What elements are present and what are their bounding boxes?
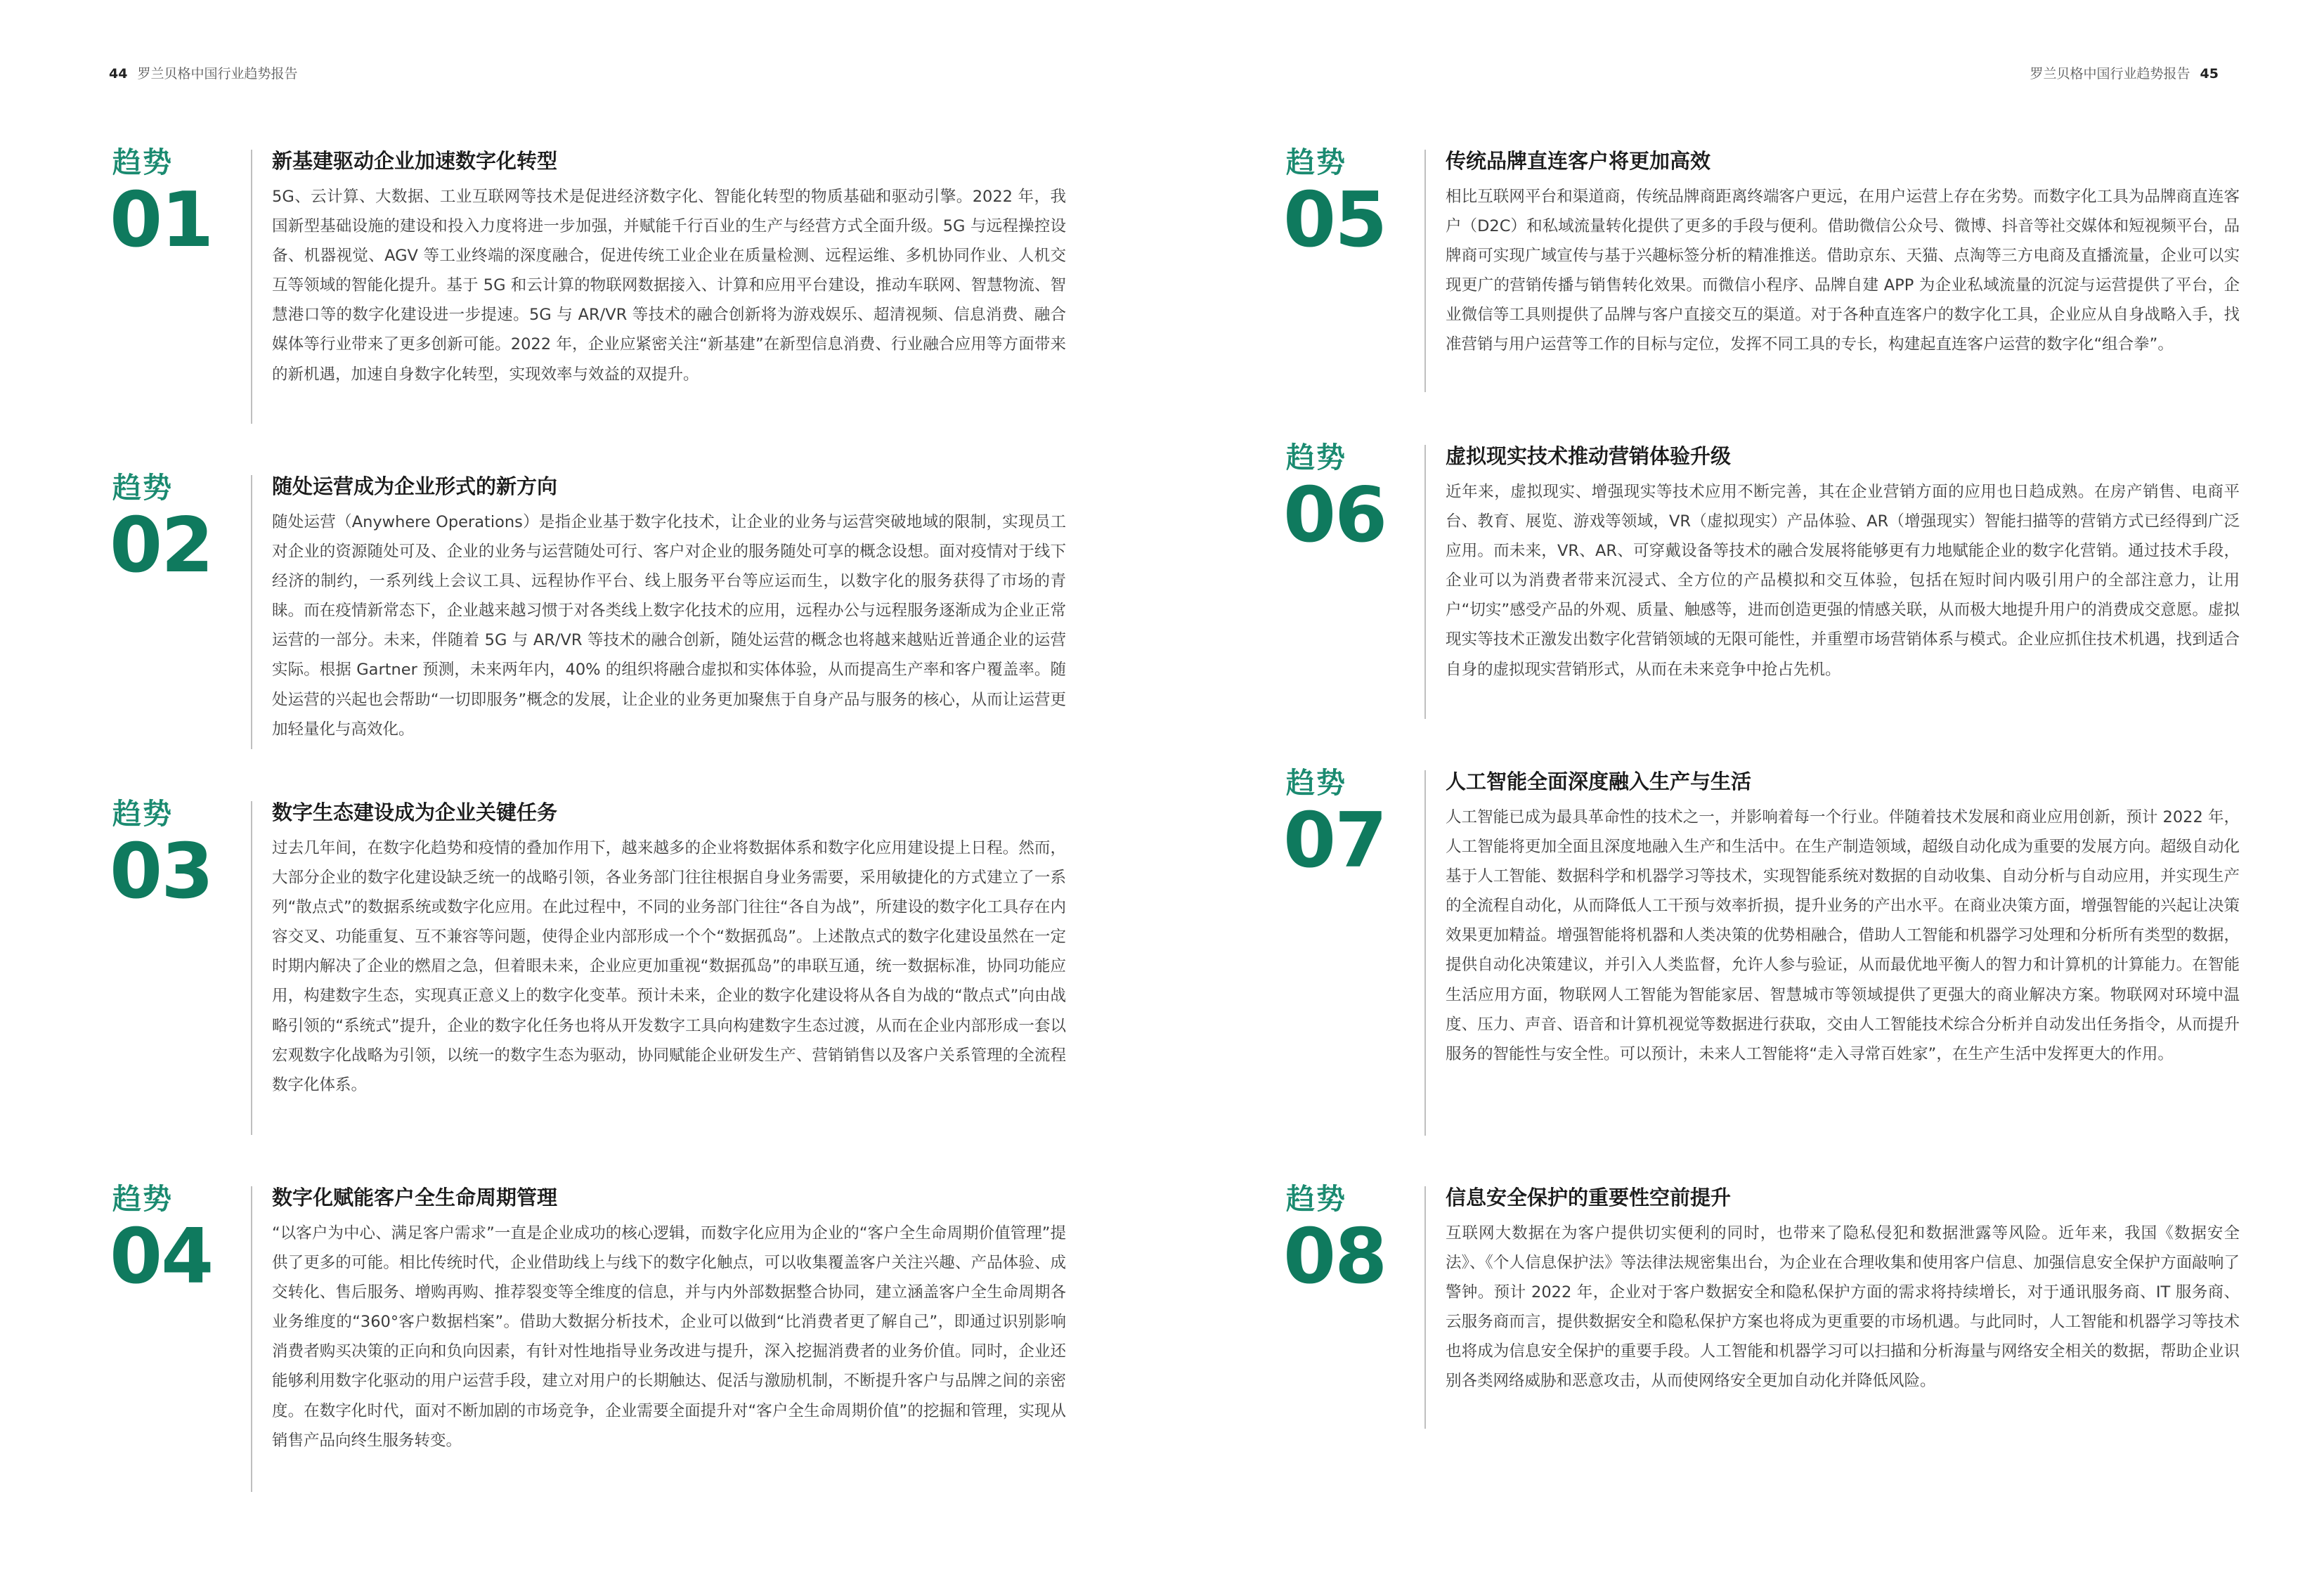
report-title: 罗兰贝格中国行业趋势报告 (137, 66, 298, 82)
page-number: 44 (109, 66, 128, 82)
trend-label (110, 1181, 253, 1301)
trend-word: 趋势 (112, 1182, 173, 1216)
trend-title: 信息安全保护的重要性空前提升 (1446, 1186, 1732, 1209)
trend-title: 虚拟现实技术推动营销体验升级 (1446, 444, 1732, 468)
trend-content (272, 469, 1066, 744)
page-header-right (2030, 63, 2219, 82)
trend-content (1446, 439, 2240, 684)
trend-word: 趋势 (1286, 766, 1346, 800)
divider-line (1424, 150, 1426, 392)
divider-line (1424, 445, 1426, 719)
trend-content (272, 144, 1066, 389)
divider-line (251, 150, 252, 424)
trend-label (1283, 439, 1427, 559)
report-title: 罗兰贝格中国行业趋势报告 (2030, 66, 2190, 82)
trend-content (1446, 1181, 2240, 1396)
trend-number: 05 (1283, 176, 1387, 264)
trend-body: 相比互联网平台和渠道商，传统品牌商距离终端客户更远，在用户运营上存在劣势。而数字化工具为品牌商直连客户（D2C）和私域流量转化提供了更多的手段与便利。借助微信公众号、微博、抖音等社交媒体和短视频平台，品牌商可实现广域宣传与基于兴趣标签分析的精准推送。借助京东、天猫、点淘等三方电商及直播流量，企业可以实现更广的营销传播与销售转化效果。而微信小程序、品牌自建 APP 为企业私域流量的沉淀与运营提供了平台，企业微信等工具则提供了品牌与客户直接交互的渠道。对于各种直连客户的数字化工具，企业应从自身战略入手，找准营销与用户运营等工作的目标与定位，发挥不同工具的专长，构建起直连客户运营的数字化“组合拳”。 (1446, 188, 2240, 354)
trend-label (110, 796, 253, 916)
trend-label (1283, 144, 1427, 264)
trend-content (272, 796, 1066, 1100)
trend-body: 过去几年间，在数字化趋势和疫情的叠加作用下，越来越多的企业将数据体系和数字化应用建设提上日程。然而，大部分企业的数字化建设缺乏统一的战略引领，各业务部门往往根据自身业务需要，采用敏捷化的方式建立了一系列“散点式”的数据系统或数字化应用。在此过程中，不同的业务部门往往“各自为战”，所建设的数字化工具存在内容交叉、功能重复、互不兼容等问题，使得企业内部形成一个个“数据孤岛”。上述散点式的数字化建设虽然在一定时期内解决了企业的燃眉之急，但着眼未来，企业应更加重视“数据孤岛”的串联互通，统一数据标准，协同功能应用，构建数字生态，实现真正意义上的数字化变革。预计未来，企业的数字化建设将从各自为战的“散点式”向由战略引领的“系统式”提升，企业的数字化任务也将从开发数字工具向构建数字生态过渡，从而在企业内部形成一套以宏观数字化战略为引领，以统一的数字生态为驱动，协同赋能企业研发生产、营销销售以及客户关系管理的全流程数字化体系。 (272, 839, 1066, 1094)
trend-body: “以客户为中心、满足客户需求”一直是企业成功的核心逻辑，而数字化应用为企业的“客户全生命周期价值管理”提供了更多的可能。相比传统时代，企业借助线上与线下的数字化触点，可以收集覆盖客户关注兴趣、产品体验、成交转化、售后服务、增购再购、推荐裂变等全维度的信息，并与内外部数据整合协同，建立涵盖客户全生命周期各业务维度的“360°客户数据档案”。借助大数据分析技术，企业可以做到“比消费者更了解自己”，即通过识别影响消费者购买决策的正向和负向因素，有针对性地指导业务改进与提升，深入挖掘消费者的业务价值。同时，企业还能够利用数字化驱动的用户运营手段，建立对用户的长期触达、促活与激励机制，不断提升客户与品牌之间的亲密度。在数字化时代，面对不断加剧的市场竞争，企业需要全面提升对“客户全生命周期价值”的挖掘和管理，实现从销售产品向终生服务转变。 (272, 1224, 1066, 1450)
trend-label (1283, 1181, 1427, 1301)
trend-title: 随处运营成为企业形式的新方向 (272, 474, 558, 498)
divider-line (1424, 770, 1426, 1136)
trend-title: 传统品牌直连客户将更加高效 (1446, 149, 1711, 173)
trend-number: 02 (110, 502, 213, 590)
page-number: 45 (2200, 66, 2219, 82)
trend-number: 06 (1283, 472, 1387, 559)
trend-content (272, 1181, 1066, 1455)
trend-word: 趋势 (112, 471, 173, 505)
trend-content (1446, 144, 2240, 360)
trend-label (110, 469, 253, 590)
trend-body: 随处运营（Anywhere Operations）是指企业基于数字化技术，让企业的业务与运营突破地域的限制，实现员工对企业的资源随处可及、企业的业务与运营随处可行、客户对企业的服务随处可享的概念设想。面对疫情对于线下经济的制约，一系列线上会议工具、远程协作平台、线上服务平台等应运而生，以数字化的服务获得了市场的青睐。而在疫情新常态下，企业越来越习惯于对各类线上数字化技术的应用，远程办公与远程服务逐渐成为企业正常运营的一部分。未来，伴随着 5G 与 AR/VR 等技术的融合创新，随处运营的概念也将越来越贴近普通企业的运营实际。根据 Gartner 预测，未来两年内，40% 的组织将融合虚拟和实体体验，从而提高生产率和客户覆盖率。随处运营的兴起也会帮助“一切即服务”概念的发展，让企业的业务更加聚焦于自身产品与服务的核心，从而让运营更加轻量化与高效化。 (272, 513, 1066, 739)
trend-word: 趋势 (112, 797, 173, 831)
trend-content (1446, 765, 2240, 1069)
right-page (1162, 0, 2324, 1577)
trend-word: 趋势 (1286, 145, 1346, 179)
trend-label (110, 144, 253, 264)
trend-label (1283, 765, 1427, 885)
trend-title: 新基建驱动企业加速数字化转型 (272, 149, 558, 173)
divider-line (251, 801, 252, 1135)
trend-body: 人工智能已成为最具革命性的技术之一，并影响着每一个行业。伴随着技术发展和商业应用创新，预计 2022 年，人工智能将更加全面且深度地融入生产和生活中。在生产制造领域，超级自动化成为重要的发展方向。超级自动化基于人工智能、数据科学和机器学习等技术，实现智能系统对数据的自动收集、自动分析与自动应用，并实现生产的全流程自动化，从而降低人工干预与效率折损，提升业务的产出水平。在商业决策方面，增强智能的兴起让决策效果更加精益。增强智能将机器和人类决策的优势相融合，借助人工智能和机器学习处理和分析所有类型的数据，提供自动化决策建议，并引入人类监督，允许人参与验证，从而最优地平衡人的智力和计算机的计算能力。在智能生活应用方面，物联网人工智能为智能家居、智慧城市等领域提供了更强大的商业解决方案。物联网对环境中温度、压力、声音、语音和计算机视觉等数据进行获取，交由人工智能技术综合分析并自动发出任务指令，从而提升服务的智能性与安全性。可以预计，未来人工智能将“走入寻常百姓家”，在生产生活中发挥更大的作用。 (1446, 808, 2240, 1063)
divider-line (1424, 1186, 1426, 1429)
trend-body: 互联网大数据在为客户提供切实便利的同时，也带来了隐私侵犯和数据泄露等风险。近年来，我国《数据安全法》、《个人信息保护法》等法律法规密集出台，为企业在合理收集和使用客户信息、加强信息安全保护方面敲响了警钟。预计 2022 年，企业对于客户数据安全和隐私保护方面的需求将持续增长，对于通讯服务商、IT 服务商、云服务商而言，提供数据安全和隐私保护方案也将成为更重要的市场机遇。与此同时，人工智能和机器学习等技术也将成为信息安全保护的重要手段。人工智能和机器学习可以扫描和分析海量与网络安全相关的数据，帮助企业识别各类网络威胁和恶意攻击，从而使网络安全更加自动化并降低风险。 (1446, 1224, 2240, 1391)
trend-title: 数字化赋能客户全生命周期管理 (272, 1186, 558, 1209)
trend-number: 08 (1283, 1213, 1387, 1301)
trend-word: 趋势 (112, 145, 173, 179)
trend-number: 04 (110, 1213, 213, 1301)
trend-word: 趋势 (1286, 441, 1346, 474)
trend-number: 07 (1283, 797, 1387, 885)
divider-line (251, 475, 252, 749)
trend-body: 5G、云计算、大数据、工业互联网等技术是促进经济数字化、智能化转型的物质基础和驱动引擎。2022 年，我国新型基础设施的建设和投入力度将进一步加强，并赋能千行百业的生产与经营方式全面升级。5G 与远程操控设备、机器视觉、AGV 等工业终端的深度融合，促进传统工业企业在质量检测、远程运维、多机协同作业、人机交互等领域的智能化提升。基于 5G 和云计算的物联网数据接入、计算和应用平台建设，推动车联网、智慧物流、智慧港口等的数字化建设进一步提速。5G 与 AR/VR 等技术的融合创新将为游戏娱乐、超清视频、信息消费、融合媒体等行业带来了更多创新可能。2022 年，企业应紧密关注“新基建”在新型信息消费、行业融合应用等方面带来的新机遇，加速自身数字化转型，实现效率与效益的双提升。 (272, 188, 1066, 384)
page-header-left (109, 63, 297, 82)
trend-word: 趋势 (1286, 1182, 1346, 1216)
trend-number: 01 (110, 176, 213, 264)
trend-title: 数字生态建设成为企业关键任务 (272, 800, 558, 824)
trend-number: 03 (110, 828, 213, 916)
trend-title: 人工智能全面深度融入生产与生活 (1446, 770, 1752, 793)
trend-body: 近年来，虚拟现实、增强现实等技术应用不断完善，其在企业营销方面的应用也日趋成熟。在房产销售、电商平台、教育、展览、游戏等领域，VR（虚拟现实）产品体验、AR（增强现实）智能扫描等的营销方式已经得到广泛应用。而未来，VR、AR、可穿戴设备等技术的融合发展将能够更有力地赋能企业的数字化营销。通过技术手段，企业可以为消费者带来沉浸式、全方位的产品模拟和交互体验，包括在短时间内吸引用户的全部注意力，让用户“切实”感受产品的外观、质量、触感等，进而创造更强的情感关联，从而极大地提升用户的消费成交意愿。虚拟现实等技术正激发出数字化营销领域的无限可能性，并重塑市场营销体系与模式。企业应抓住技术机遇，找到适合自身的虚拟现实营销形式，从而在未来竞争中抢占先机。 (1446, 483, 2240, 679)
divider-line (251, 1186, 252, 1492)
